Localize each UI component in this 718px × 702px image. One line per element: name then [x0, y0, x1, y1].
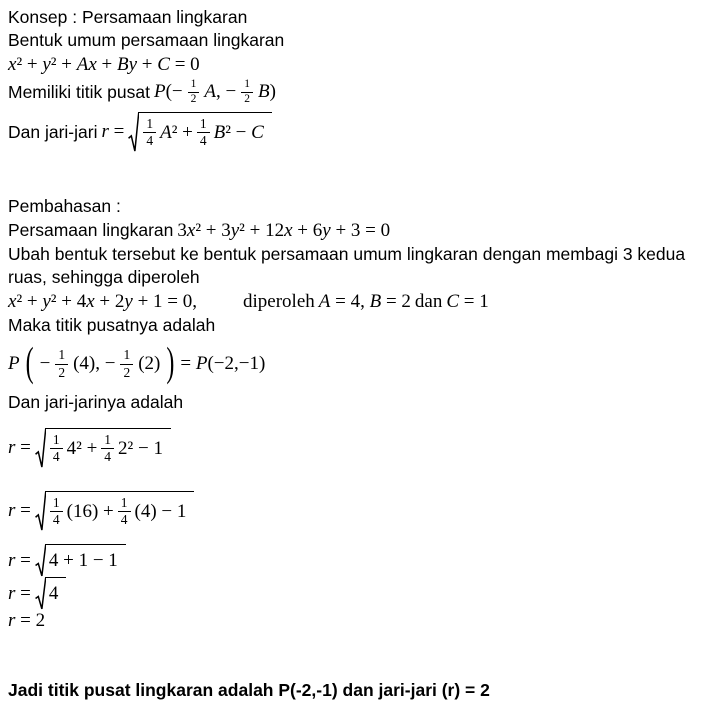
math-segment: r =: [8, 549, 31, 571]
fraction-denominator: 2: [190, 92, 197, 105]
math-segment: r =: [101, 121, 125, 142]
fraction: [50, 432, 63, 465]
math-segment: 4² +: [66, 437, 98, 459]
given-equation: 3x² + 3y² + 12x + 6y + 3 = 0: [177, 220, 391, 241]
fraction: [241, 78, 253, 107]
math-segment: 4: [48, 583, 59, 604]
conclusion: Jadi titik pusat lingkaran adalah P(-2,-1) dan jari-jari (r) = 2: [8, 680, 490, 700]
fraction: [188, 78, 200, 107]
simplified-equation: x² + y² + 4x + 2y + 1 = 0,: [8, 291, 197, 312]
radicand: [138, 112, 272, 152]
pembahasan-heading: Pembahasan :: [8, 196, 121, 216]
math-segment: A² +: [160, 121, 193, 143]
center-point-formula: [8, 77, 710, 107]
fraction-denominator: 2: [244, 92, 250, 105]
fraction-numerator: 1: [55, 347, 68, 364]
math-segment: P(−: [153, 81, 183, 102]
fraction: [101, 432, 114, 465]
fraction: [55, 347, 68, 380]
fraction-numerator: 1: [188, 78, 200, 93]
fraction: [197, 116, 210, 149]
radicand: [45, 544, 126, 577]
fraction-numerator: 1: [197, 116, 210, 133]
math-segment: A, −: [204, 81, 237, 102]
math-segment: r =: [8, 582, 31, 604]
konsep-title: Konsep : Persamaan lingkaran: [8, 7, 248, 27]
radius-step-1: [8, 420, 710, 476]
open-paren: (: [25, 341, 34, 386]
math-segment: B): [257, 81, 276, 102]
fraction-numerator: 1: [143, 116, 156, 133]
square-root: [35, 577, 67, 610]
konsep-subtitle: Bentuk umum persamaan lingkaran: [8, 30, 285, 50]
radius-prefix: Dan jari-jari: [8, 121, 98, 142]
given-equation-line: [8, 218, 710, 243]
math-segment: 2² − 1: [118, 437, 163, 459]
square-root: [35, 428, 171, 468]
fraction-denominator: 4: [104, 449, 112, 464]
fraction-denominator: 4: [52, 512, 60, 527]
explanation-line-1: Ubah bentuk tersebut ke bentuk persamaan umum lingkaran dengan membagi 3 kedua: [8, 244, 686, 264]
center-result: = P(−2,−1): [180, 353, 266, 374]
center-calculation: [8, 339, 710, 389]
fraction: [120, 347, 133, 380]
math-segment: r =: [8, 500, 31, 521]
dan-word: dan: [414, 291, 443, 312]
math-segment: (16) +: [66, 500, 114, 522]
coefficient-values: C = 1: [446, 291, 489, 312]
square-root: [128, 112, 272, 152]
fraction-numerator: 1: [120, 347, 133, 364]
center-intro: Maka titik pusatnya adalah: [8, 315, 216, 335]
fraction-denominator: 4: [120, 512, 128, 527]
fraction-numerator: 1: [241, 78, 253, 93]
square-root: [35, 491, 195, 531]
fraction: [50, 495, 63, 528]
radicand: [45, 428, 171, 468]
square-root: [35, 544, 126, 577]
center-prefix: Memiliki titik pusat: [8, 81, 150, 102]
fraction-numerator: 1: [101, 432, 114, 449]
fraction-denominator: 2: [58, 364, 66, 380]
fraction: [143, 116, 156, 149]
simplified-equation-line: [8, 289, 710, 314]
given-equation-prefix: Persamaan lingkaran: [8, 220, 174, 240]
math-segment: −: [39, 353, 51, 374]
radius-step-5: r = 2: [8, 610, 46, 631]
fraction-denominator: 4: [52, 449, 60, 464]
radicand: [45, 577, 67, 610]
radius-step-3: [8, 544, 710, 577]
radius-step-2: [8, 482, 710, 540]
fraction-numerator: 1: [50, 495, 63, 512]
fraction-denominator: 4: [199, 133, 207, 148]
explanation-line-2: ruas, sehingga diperoleh: [8, 267, 200, 287]
close-paren: ): [166, 341, 175, 386]
math-segment: r =: [8, 437, 31, 458]
radius-step-4: [8, 577, 710, 610]
math-segment: 4 + 1 − 1: [48, 550, 118, 571]
diperoleh-word: diperoleh: [243, 291, 315, 312]
radicand: [45, 491, 195, 531]
math-segment: (4) − 1: [134, 500, 187, 522]
math-segment: P: [8, 353, 20, 374]
general-equation: x² + y² + Ax + By + C = 0: [8, 54, 200, 75]
radius-intro: Dan jari-jarinya adalah: [8, 392, 184, 412]
fraction-numerator: 1: [118, 495, 131, 512]
math-segment: (2): [138, 353, 161, 374]
fraction-denominator: 4: [146, 133, 154, 148]
fraction: [118, 495, 131, 528]
coefficient-values: A = 4, B = 2: [318, 291, 411, 312]
radius-formula: [8, 109, 710, 155]
math-segment: B² − C: [213, 121, 264, 143]
fraction-denominator: 2: [123, 364, 131, 380]
fraction-numerator: 1: [50, 432, 63, 449]
math-segment: (4), −: [73, 353, 116, 374]
